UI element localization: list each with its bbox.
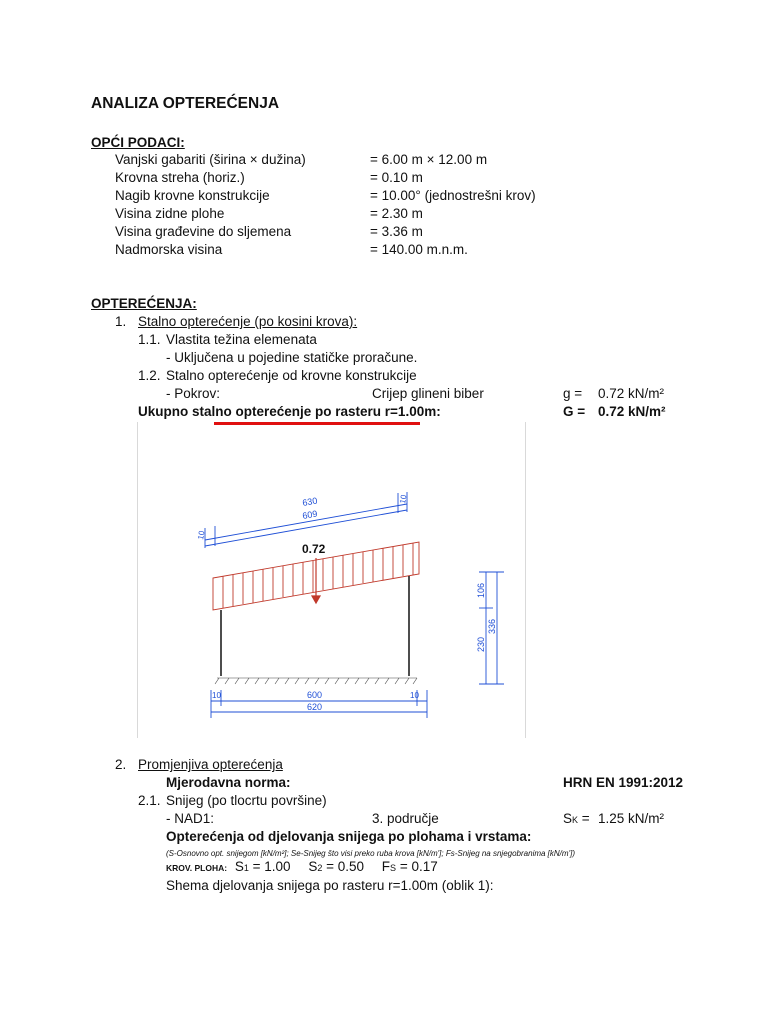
dim-10-label: 10 — [196, 530, 207, 541]
sk-label: SK = — [563, 811, 590, 826]
dim-609-label: 609 — [301, 508, 319, 521]
section-title: Promjenjiva opterećenja — [138, 757, 283, 772]
sk-value: 1.25 kN/m² — [598, 811, 665, 826]
subsection-title: Vlastita težina elemenata — [166, 332, 317, 347]
g-value: 0.72 kN/m² — [598, 386, 665, 401]
dim-620-label: 620 — [307, 702, 323, 712]
structure-diagram — [137, 422, 525, 739]
general-value: = 6.00 m × 12.00 m — [370, 152, 488, 167]
nad-label: - NAD1: — [166, 811, 215, 826]
general-label: Krovna streha (horiz.) — [115, 170, 245, 185]
dim-230-label: 230 — [476, 636, 486, 652]
general-heading: OPĆI PODACI: — [91, 135, 185, 150]
s2-value: S2 = 0.50 — [308, 859, 365, 874]
nad-value: 3. područje — [372, 811, 439, 826]
general-value: = 10.00° (jednostrešni krov) — [370, 188, 536, 203]
pokrov-label: - Pokrov: — [166, 386, 221, 401]
pokrov-value: Crijep glineni biber — [372, 386, 484, 401]
section-number: 1. — [115, 314, 127, 329]
g-label: g = — [563, 386, 583, 401]
G-label: G = — [563, 404, 586, 419]
dim-630-label: 630 — [301, 495, 319, 508]
subsection-title: Snijeg (po tlocrtu površine) — [166, 793, 327, 808]
norm-value: HRN EN 1991:2012 — [563, 775, 684, 790]
total-permanent-label: Ukupno stalno opterećenje po rasteru r=1.00m: — [138, 404, 441, 419]
s1-value: S1 = 1.00 — [234, 859, 291, 874]
section-title: Stalno opterećenje (po kosini krova): — [138, 314, 358, 329]
load-value-label: 0.72 — [302, 542, 326, 556]
dim-336-label: 336 — [487, 618, 497, 634]
general-label: Vanjski gabariti (širina × dužina) — [115, 152, 306, 167]
snow-scheme-caption: Shema djelovanja snijega po rasteru r=1.00m (oblik 1): — [166, 878, 494, 893]
general-value: = 2.30 m — [370, 206, 423, 221]
general-value: = 3.36 m — [370, 224, 423, 239]
page-title: ANALIZA OPTEREĆENJA — [91, 95, 280, 112]
ground-hatch — [215, 678, 417, 684]
dim-106-label: 106 — [476, 582, 486, 598]
dim-600-label: 600 — [307, 690, 323, 700]
subsection-number: 1.1. — [138, 332, 161, 347]
subsection-title: Stalno opterećenje od krovne konstrukcije — [166, 368, 417, 383]
loads-heading: OPTEREĆENJA: — [91, 296, 197, 311]
dim-10-label: 10 — [398, 494, 409, 505]
section-number: 2. — [115, 757, 127, 772]
general-label: Nadmorska visina — [115, 242, 223, 257]
frame-structure — [221, 576, 409, 676]
general-label: Visina građevine do sljemena — [115, 224, 292, 239]
norm-label: Mjerodavna norma: — [166, 775, 291, 790]
dim-10-label: 10 — [212, 691, 221, 700]
general-value: = 0.10 m — [370, 170, 423, 185]
general-label: Nagib krovne konstrukcije — [115, 188, 270, 203]
subsection-number: 2.1. — [138, 793, 161, 808]
G-value: 0.72 kN/m² — [598, 404, 666, 419]
snow-note: (S-Osnovno opt. snijegom [kN/m²]; Se-Snijeg što visi preko ruba krova [kN/m']; Fs-Snijeg na snjegobranima [kN/m']) — [166, 849, 575, 858]
subsection-note: - Uključena u pojedine statičke proračune. — [166, 350, 418, 365]
fs-value: FS = 0.17 — [381, 859, 438, 874]
snow-heading: Opterećenja od djelovanja snijega po plohama i vrstama: — [166, 829, 532, 844]
general-value: = 140.00 m.n.m. — [370, 242, 468, 257]
general-label: Visina zidne plohe — [115, 206, 225, 221]
dim-10-label: 10 — [410, 691, 419, 700]
roof-label: KROV. PLOHA: — [166, 863, 228, 873]
roof-surface-row — [166, 858, 438, 877]
subsection-number: 1.2. — [138, 368, 161, 383]
